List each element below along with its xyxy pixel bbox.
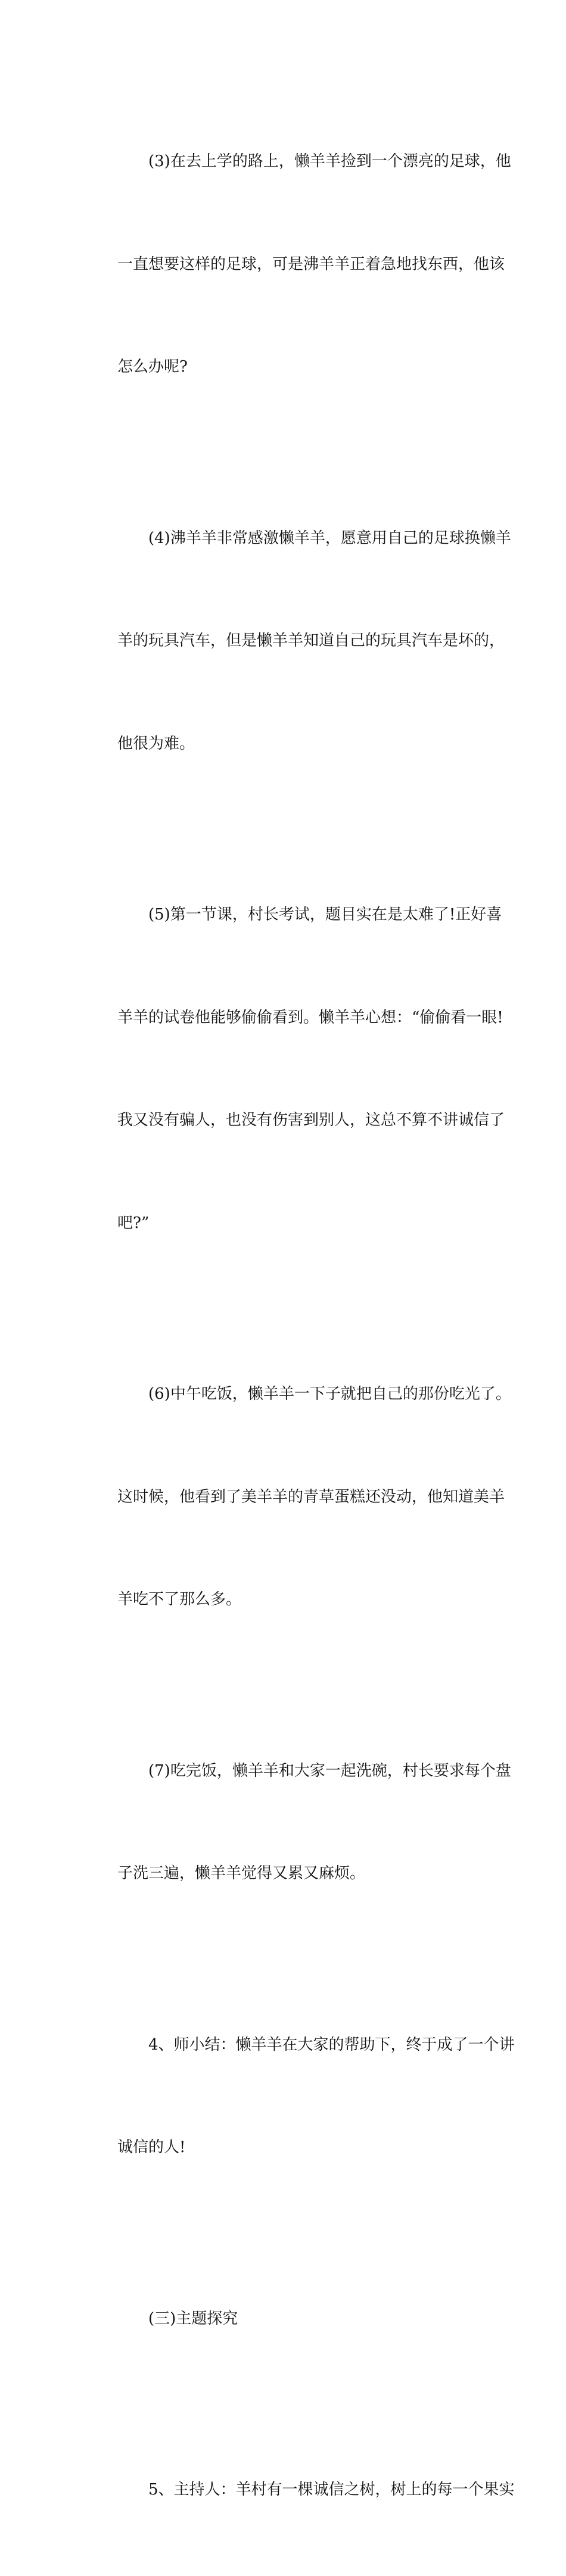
text-line: 怎么办呢? [117, 358, 188, 376]
text-line: (7)吃完饭，懒羊羊和大家一起洗碗，村长要求每个盘 [148, 1761, 511, 1780]
text-line: 5、主持人：羊村有一棵诚信之树，树上的每一个果实 [148, 2481, 515, 2499]
text-line: 他很为难。 [117, 734, 195, 753]
text-line: 这时候，他看到了美羊羊的青草蛋糕还没动，他知道美羊 [117, 1487, 505, 1506]
text-line: (4)沸羊羊非常感激懒羊羊，愿意用自己的足球换懒羊 [148, 529, 511, 547]
text-line: 子洗三遍，懒羊羊觉得又累又麻烦。 [117, 1864, 366, 1882]
paragraph-scenario-5 [86, 829, 505, 1309]
paragraph-scenario-7 [86, 1686, 511, 1960]
text-line: 吧?” [117, 1214, 150, 1232]
text-line: 诚信的人! [117, 2138, 186, 2156]
paragraph-teacher-summary [86, 1960, 515, 2234]
text-line: 羊吃不了那么多。 [117, 1590, 242, 1608]
text-line: 一直想要这样的足球，可是沸羊羊正着急地找东西，他该 [117, 255, 505, 273]
paragraph-scenario-3 [86, 76, 511, 453]
section-heading-theme-exploration [86, 2234, 480, 2405]
text-line: (5)第一节课，村长考试，题目实在是太难了!正好喜 [148, 906, 502, 924]
paragraph-host [86, 2405, 515, 2576]
text-line: (6)中午吃饭，懒羊羊一下子就把自己的那份吃光了。 [148, 1385, 511, 1403]
document-page [86, 76, 515, 2576]
text-line: 羊的玩具汽车，但是懒羊羊知道自己的玩具汽车是坏的， [117, 632, 505, 650]
paragraph-scenario-4 [86, 453, 511, 830]
text-line: (3)在去上学的路上，懒羊羊捡到一个漂亮的足球，他 [148, 152, 511, 170]
text-line: 羊羊的试卷他能够偷偷看到。懒羊羊心想：“偷偷看一眼! [117, 1008, 503, 1027]
text-line: 4、师小结：懒羊羊在大家的帮助下，终于成了一个讲 [148, 2035, 515, 2054]
paragraph-scenario-6 [86, 1309, 511, 1686]
section-heading: (三)主题探究 [148, 2309, 238, 2328]
text-line: 我又没有骗人，也没有伤害到别人，这总不算不讲诚信了 [117, 1111, 505, 1129]
